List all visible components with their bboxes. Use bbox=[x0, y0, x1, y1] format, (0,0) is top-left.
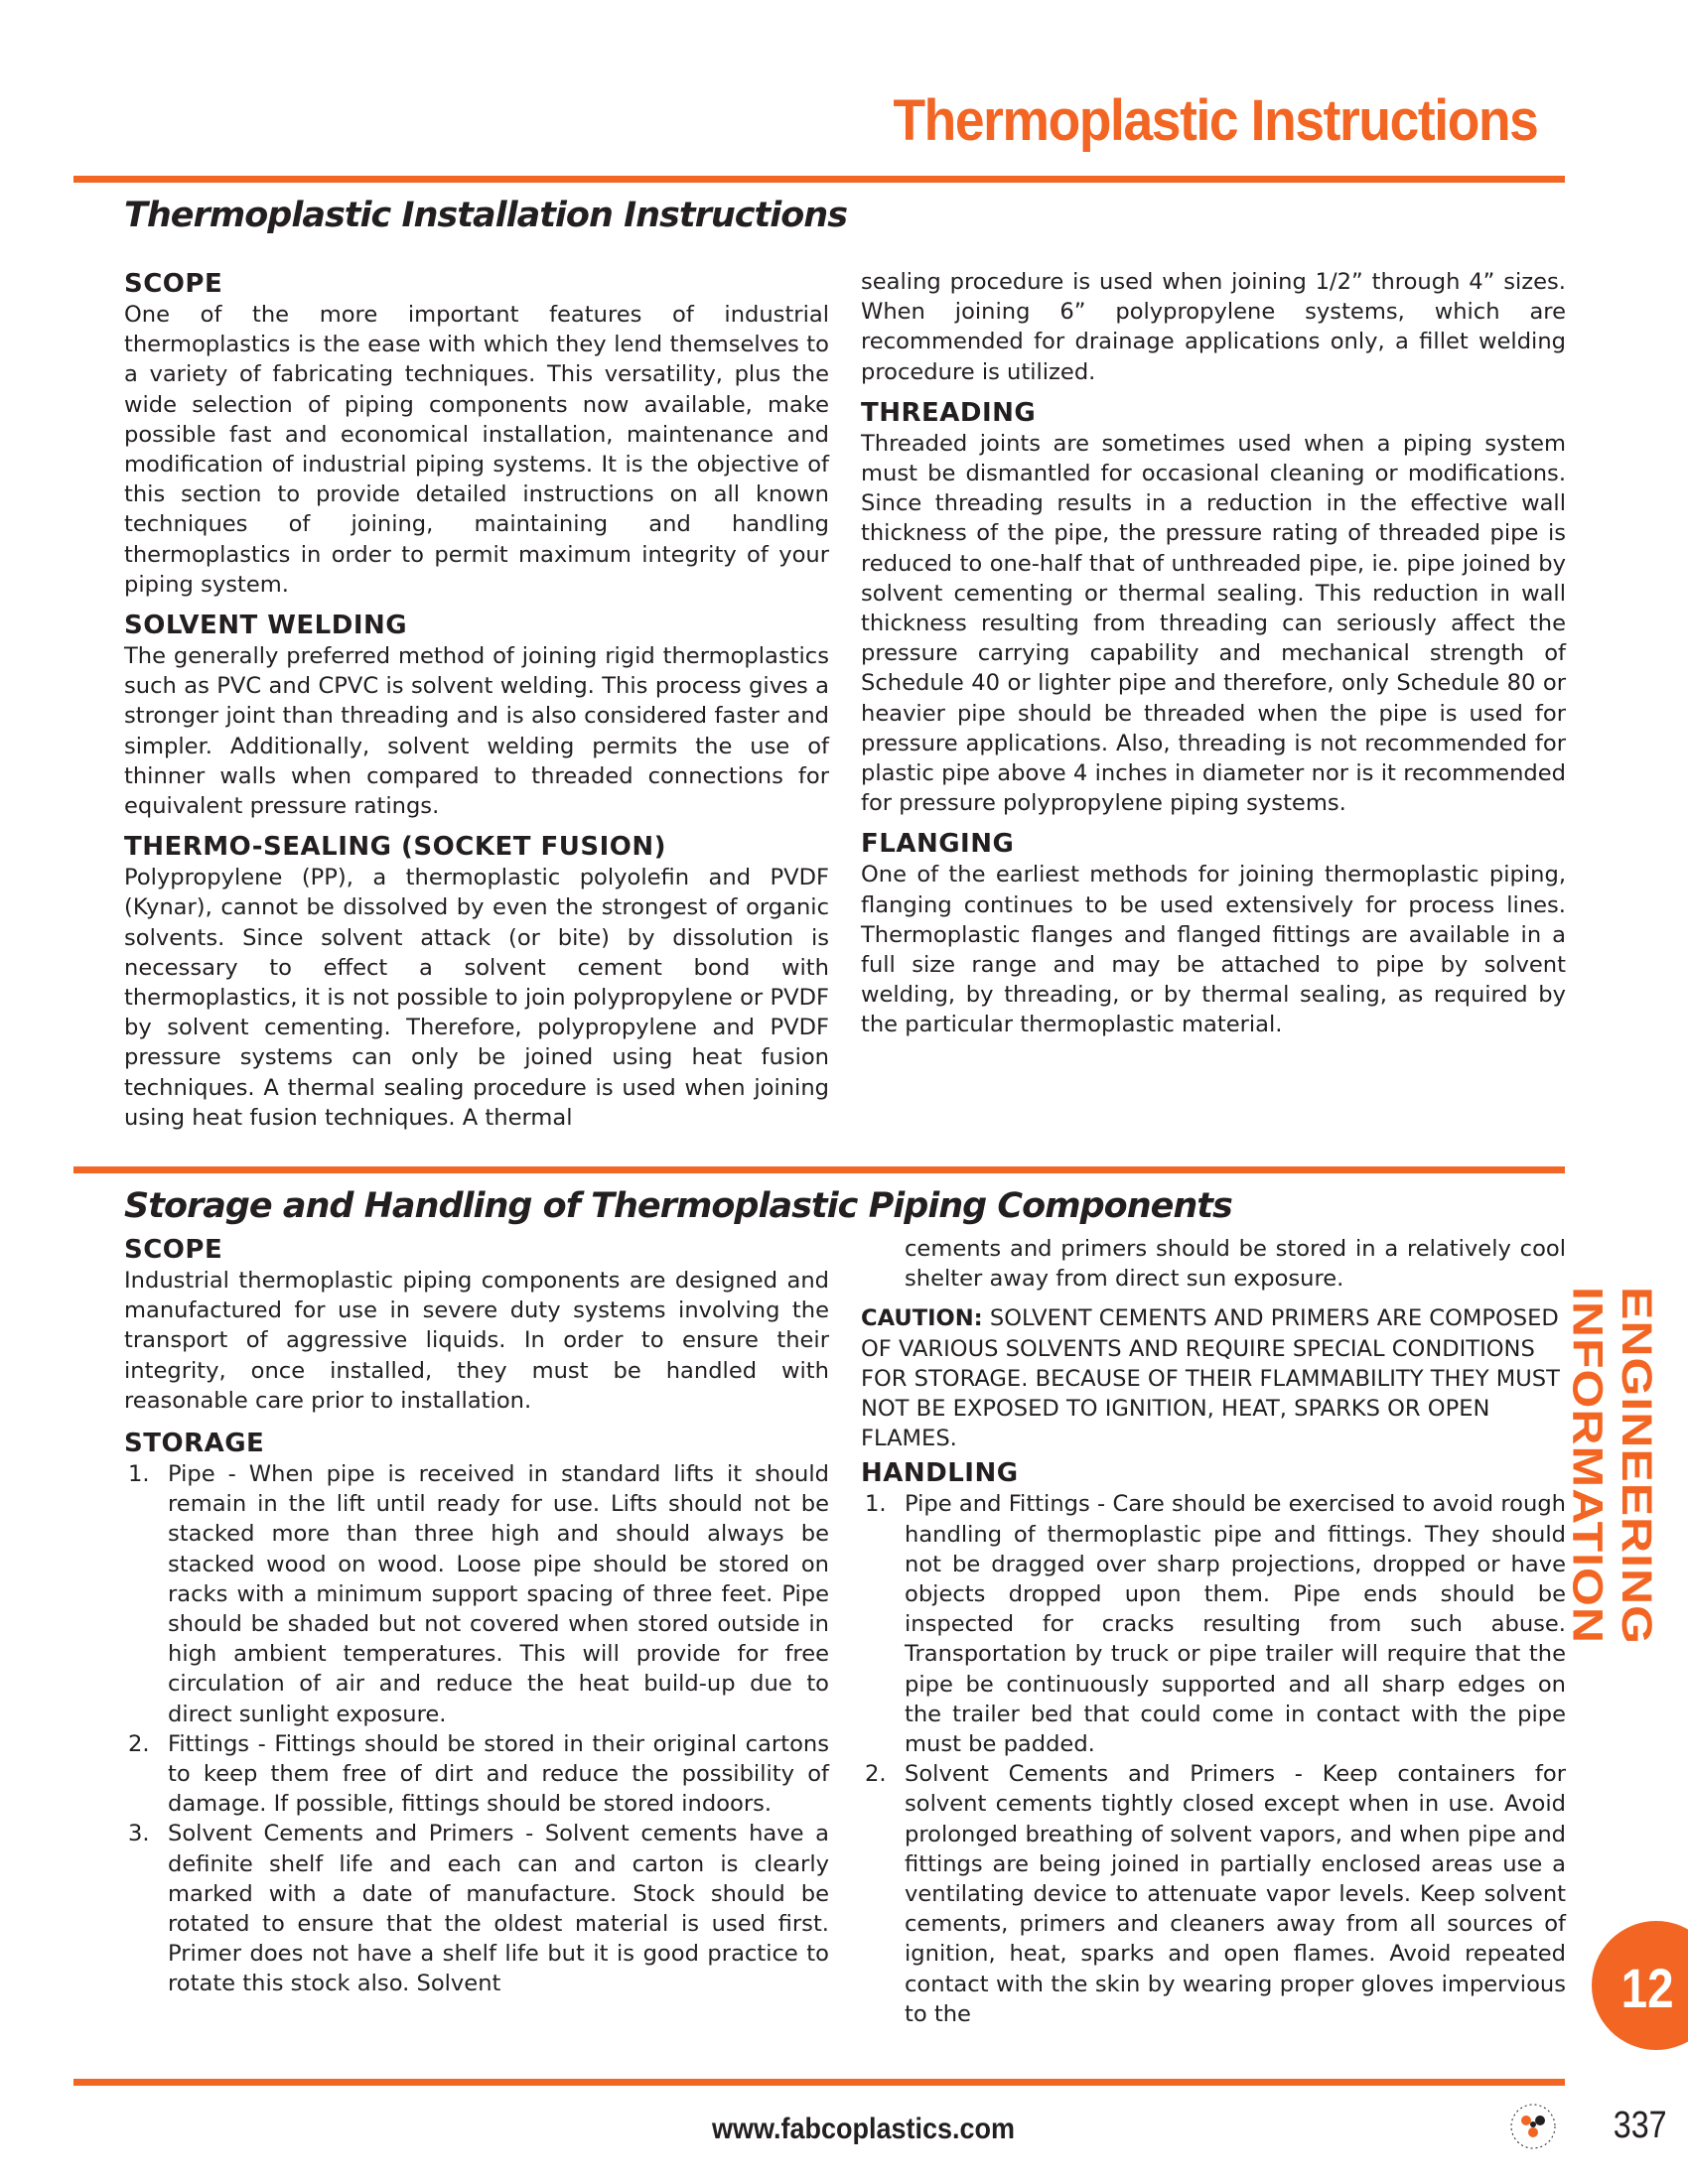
storage-continued: cements and primers should be stored in a relatively cool shelter away from direct sun exposure. bbox=[905, 1236, 1566, 1293]
list-item bbox=[861, 1759, 1566, 2029]
list-number: 3. bbox=[128, 1821, 150, 1847]
solvent-welding-paragraph: The generally preferred method of joining rigid thermoplastics such as PVC and CPVC is solvent welding. This process gives a stronger joint than threading and is also considered faster and simpler. Additionally, solvent welding permits the use of thinner walls when compared to threaded connections for equivalent pressure ratings. bbox=[124, 643, 829, 820]
footer-rule bbox=[73, 2079, 1565, 2086]
engineering-information-tab: ENGINEERING INFORMATION bbox=[1564, 1287, 1661, 1646]
caution-label: CAUTION: bbox=[861, 1305, 983, 1332]
scope-paragraph: One of the more important features of industrial thermoplastics is the ease with which they lend themselves to a variety of fabricating techniques. This versatility, plus the wide selection of piping components now available, make possible fast and economical installation, maintenance and modification of industrial piping systems. It is the objective of this section to provide detailed instructions on all known techniques of joining, maintaining and handling thermoplastics in order to permit maximum integrity of your piping system. bbox=[124, 302, 829, 598]
section-divider-rule bbox=[73, 1166, 1565, 1173]
section-title-installation: Thermoplastic Installation Instructions bbox=[124, 196, 848, 235]
list-text: Fittings - Fittings should be stored in their original cartons to keep them free of dirt and reduce the possibility of damage. If possible, fittings should be stored indoors. bbox=[168, 1730, 829, 1818]
header-rule bbox=[73, 176, 1565, 183]
threading-heading: THREADING bbox=[861, 397, 1037, 428]
fabco-logo-icon bbox=[1509, 2103, 1557, 2150]
list-text: Pipe and Fittings - Care should be exercised to avoid rough handling of thermoplastic pipe and fittings. They should not be dragged over sharp projections, dropped or have objects dropped upon them. Pipe ends should be inspected for cracks resulting from such abuse. Transportation by truck or pipe trailer will require that the pipe be continuously supported and all sharp edges on the trailer bed that could come in contact with the pipe must be padded. bbox=[905, 1491, 1566, 1758]
thermo-sealing-continued: sealing procedure is used when joining 1/2” through 4” sizes. When joining 6” polypropylene systems, which are recommended for drainage applications only, a fillet welding procedure is utilized. bbox=[861, 269, 1566, 385]
list-text: Solvent Cements and Primers - Solvent cements have a definite shelf life and each can and carton is clearly marked with a date of manufacture. Stock should be rotated to ensure that the oldest material is used first. Primer does not have a shelf life but it is good practice to rotate this stock also. Solvent bbox=[168, 1821, 829, 1997]
list-number: 1. bbox=[128, 1461, 150, 1488]
section-title-storage: Storage and Handling of Thermoplastic Piping Components bbox=[124, 1186, 1232, 1226]
solvent-welding-heading: SOLVENT WELDING bbox=[124, 611, 408, 641]
installation-left-column bbox=[124, 268, 829, 1133]
list-text: Pipe - When pipe is received in standard lifts it should remain in the lift until ready for use. Lifts should not be stacked more than three high and should always be stacked wood on wood. Loose pipe should be stored on racks with a minimum support spacing of three feet. Pipe should be shaded but not covered when stored outside in high ambient temperatures. This will provide for free circulation of air and reduce the heat build-up due to direct sunlight exposure. bbox=[168, 1461, 829, 1727]
page-number: 337 bbox=[1613, 2105, 1667, 2146]
threading-paragraph: Threaded joints are sometimes used when a piping system must be dismantled for occasional cleaning or modifications. Since threading results in a reduction in the effective wall thickness of the pipe, the pressure rating of threaded pipe is reduced to one-half that of unthreaded pipe, ie. pipe joined by solvent cementing or thermal sealing. This reduction in wall thickness resulting from threading can seriously affect the pressure carrying capability and mechanical strength of Schedule 40 or lighter pipe and therefore, only Schedule 80 or heavier pipe should be threaded when the pipe is used for pressure applications. Also, threading is not recommended for plastic pipe above 4 inches in diameter nor is it recommended for pressure polypropylene piping systems. bbox=[861, 430, 1566, 817]
list-item bbox=[124, 1819, 829, 1998]
flanging-heading: FLANGING bbox=[861, 829, 1015, 860]
list-number: 1. bbox=[865, 1491, 887, 1518]
storage-scope-paragraph: Industrial thermoplastic piping components are designed and manufactured for use in severe duty systems involving the transport of aggressive liquids. In order to ensure their integrity, once installed, they must be handled with reasonable care prior to installation. bbox=[124, 1268, 829, 1414]
caution-notice bbox=[861, 1303, 1566, 1453]
thermo-sealing-paragraph: Polypropylene (PP), a thermoplastic polyolefin and PVDF (Kynar), cannot be dissolved by even the strongest of organic solvents. Since solvent attack (or bite) by dissolution is necessary to effect a solvent cement bond with thermoplastics, it is not possible to join polypropylene or PVDF by solvent cementing. Therefore, polypropylene and PVDF pressure systems can only be joined using heat fusion techniques. A thermal sealing procedure is used when joining using heat fusion techniques. A thermal bbox=[124, 865, 829, 1131]
storage-right-column bbox=[861, 1234, 1566, 2029]
storage-scope-heading: SCOPE bbox=[124, 1235, 223, 1265]
handling-list bbox=[861, 1489, 1566, 2029]
list-number: 2. bbox=[128, 1730, 150, 1757]
storage-heading: STORAGE bbox=[124, 1429, 265, 1459]
thermo-sealing-heading: THERMO-SEALING (SOCKET FUSION) bbox=[124, 832, 667, 863]
list-item bbox=[124, 1729, 829, 1820]
storage-left-column bbox=[124, 1234, 829, 1999]
caution-text: SOLVENT CEMENTS AND PRIMERS ARE COMPOSED OF VARIOUS SOLVENTS AND REQUIRE SPECIAL CONDITIONS FOR STORAGE. BECAUSE OF THEIR FLAMMABILITY THEY MUST NOT BE EXPOSED TO IGNITION, HEAT, SPARKS OR OPEN FLAMES. bbox=[861, 1305, 1560, 1452]
handling-heading: HANDLING bbox=[861, 1458, 1019, 1489]
footer-url[interactable]: www.fabcoplastics.com bbox=[711, 2113, 1016, 2145]
list-number: 2. bbox=[865, 1761, 887, 1788]
storage-list bbox=[124, 1459, 829, 1999]
chapter-number: 12 bbox=[1620, 1957, 1674, 2019]
flanging-paragraph: One of the earliest methods for joining thermoplastic piping, flanging continues to be used extensively for process lines. Thermoplastic flanges and flanged fittings are available in a full size range and may be attached to pipe by solvent welding, by threading, or by thermal sealing, as required by the particular thermoplastic material. bbox=[861, 862, 1566, 1038]
list-item bbox=[861, 1489, 1566, 1759]
page-title: Thermoplastic Instructions bbox=[892, 88, 1537, 153]
scope-heading: SCOPE bbox=[124, 269, 223, 299]
list-item bbox=[124, 1459, 829, 1729]
installation-right-column bbox=[861, 267, 1566, 1040]
list-text: Solvent Cements and Primers - Keep containers for solvent cements tightly closed except when in use. Avoid prolonged breathing of solvent vapors, and when pipe and fittings are being joined in partially enclosed areas use a ventilating device to attenuate vapor levels. Keep solvent cements, primers and cleaners away from all sources of ignition, heat, sparks and open flames. Avoid repeated contact with the skin by wearing proper gloves impervious to the bbox=[905, 1761, 1566, 2027]
